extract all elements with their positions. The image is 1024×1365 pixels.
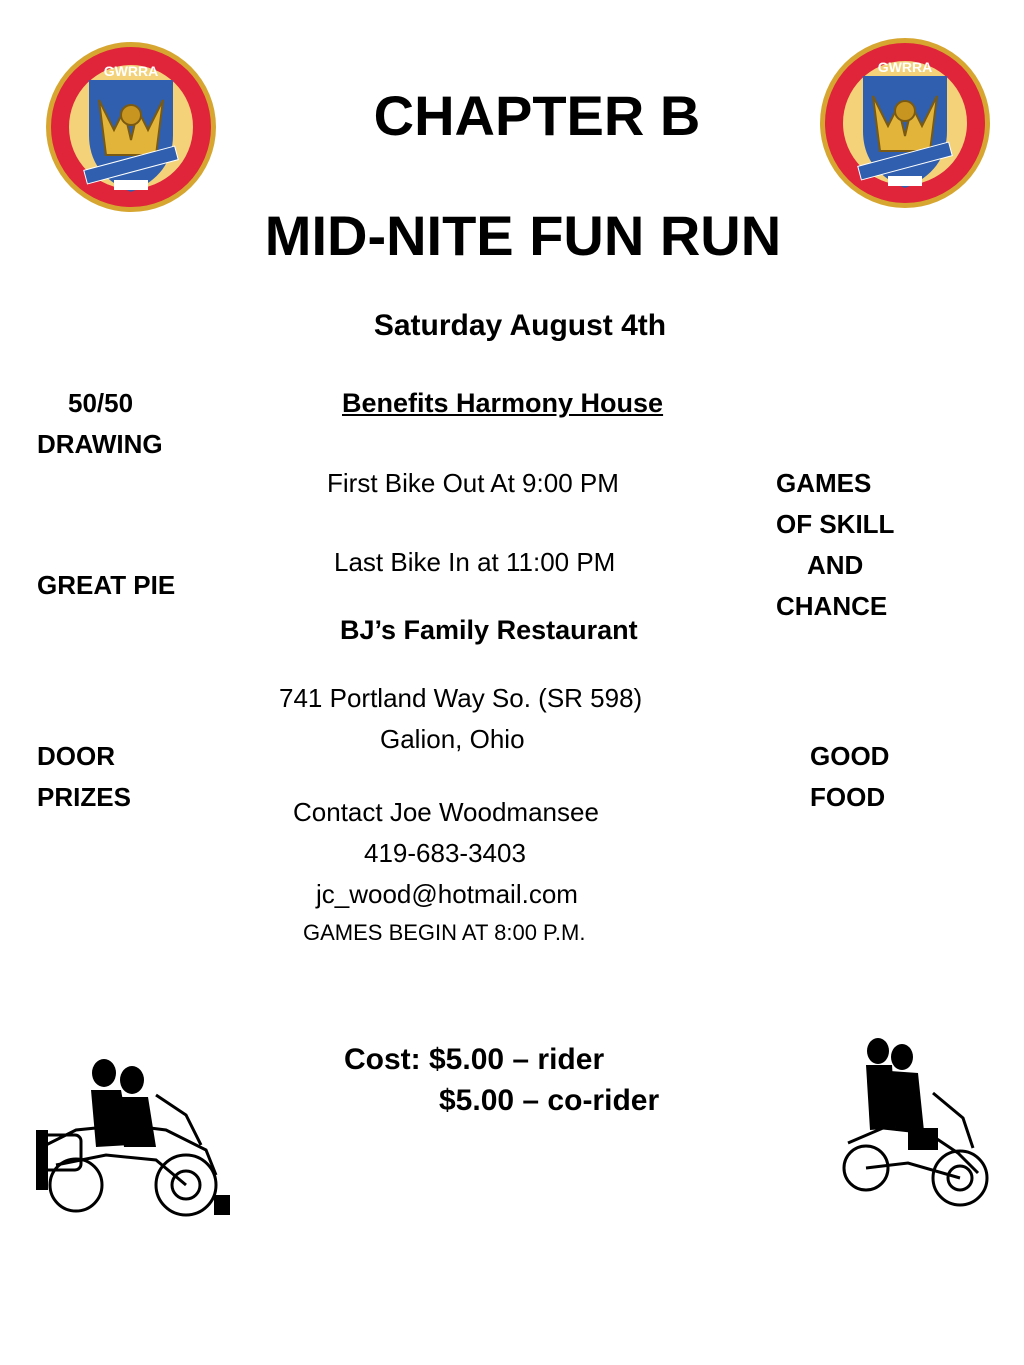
- right-item-games-line4: CHANCE: [776, 591, 888, 621]
- right-item-games-line1: GAMES: [776, 468, 872, 498]
- svg-text:GWRRA: GWRRA: [877, 59, 933, 75]
- svg-text:GWRRA: GWRRA: [103, 63, 159, 79]
- contact-phone: 419-683-3403: [364, 838, 526, 868]
- restaurant-name: BJ’s Family Restaurant: [340, 615, 638, 645]
- event-date: Saturday August 4th: [373, 309, 667, 342]
- games-begin-note: GAMES BEGIN AT 8:00 P.M.: [303, 920, 586, 945]
- touring-motorcycle-couple-icon: [36, 1035, 230, 1220]
- left-item-door-prizes-line1: DOOR: [37, 741, 115, 771]
- chapter-title: CHAPTER B: [373, 84, 701, 147]
- benefits-heading: Benefits Harmony House: [342, 388, 664, 418]
- event-title: MID-NITE FUN RUN: [264, 204, 782, 267]
- right-item-good-food-line1: GOOD: [810, 741, 890, 771]
- contact-name: Contact Joe Woodmansee: [293, 797, 599, 827]
- address-line2: Galion, Ohio: [380, 724, 525, 754]
- last-bike-in: Last Bike In at 11:00 PM: [334, 547, 616, 577]
- address-line1: 741 Portland Way So. (SR 598): [279, 683, 643, 713]
- cost-co-rider: $5.00 – co-rider: [439, 1084, 660, 1117]
- first-bike-out: First Bike Out At 9:00 PM: [327, 468, 619, 498]
- right-item-good-food-line2: FOOD: [810, 782, 886, 812]
- cruiser-motorcycle-couple-icon: [838, 1033, 990, 1213]
- left-item-door-prizes-line2: PRIZES: [37, 782, 131, 812]
- right-item-games-line3: AND: [807, 550, 864, 580]
- left-item-great-pie: GREAT PIE: [37, 570, 176, 600]
- right-item-games-line2: OF SKILL: [776, 509, 895, 539]
- cost-rider: Cost: $5.00 – rider: [344, 1043, 605, 1076]
- left-item-5050-line2: DRAWING: [37, 429, 163, 459]
- left-item-5050-line1: 50/50: [68, 388, 134, 418]
- contact-email: jc_wood@hotmail.com: [316, 879, 578, 909]
